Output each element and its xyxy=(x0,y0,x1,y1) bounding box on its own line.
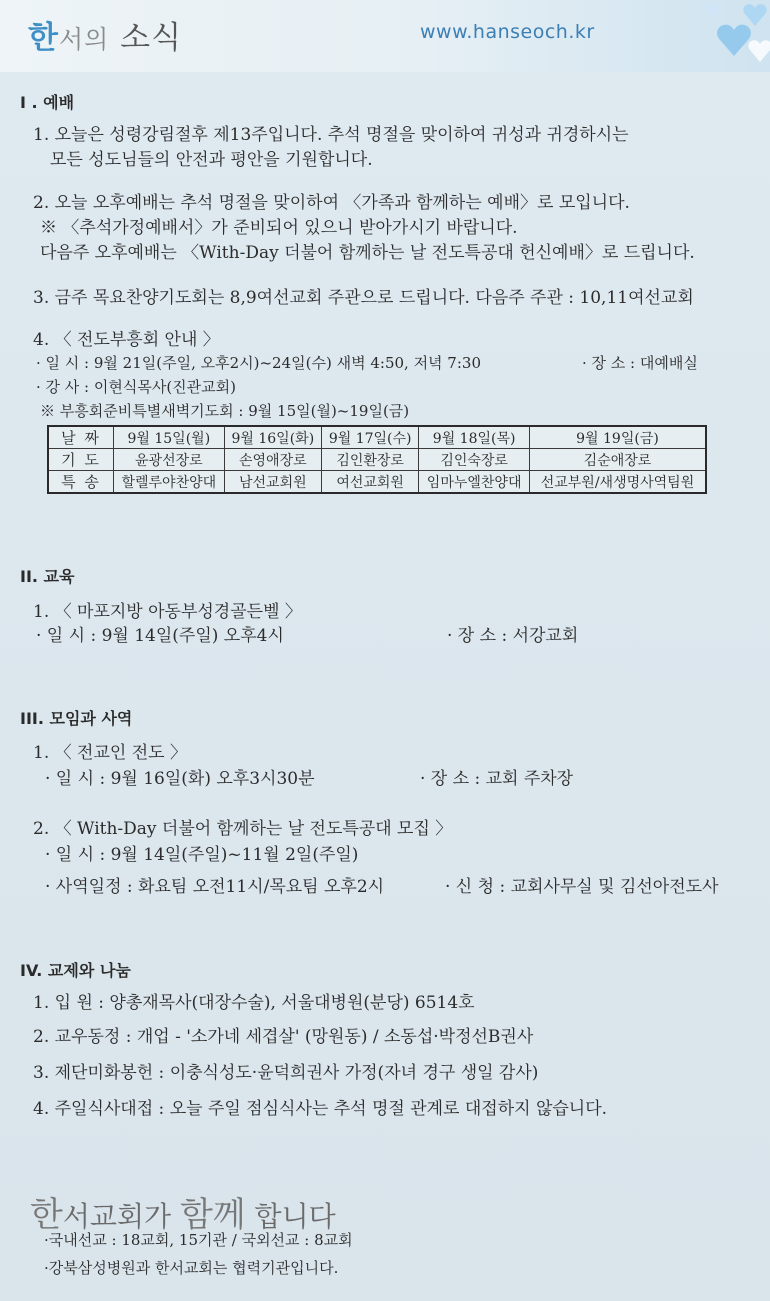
logo-seo: 서의 xyxy=(58,25,110,54)
withday-schedule: · 사역일정 : 화요팀 오전11시/목요팀 오후2시 xyxy=(45,877,385,897)
worship-item-2c: 다음주 오후예배는 〈With-Day 더불어 함께하는 날 전도특공대 헌신예배〉로 드립니다. xyxy=(40,243,695,263)
education-item-1: 1. 〈 마포지방 아동부성경골든벨 〉 xyxy=(33,602,302,622)
withday-apply: · 신 청 : 교회사무실 및 김선아전도사 xyxy=(445,877,719,897)
table-cell: 손영애장로 xyxy=(224,449,321,471)
footer-mission-line: ·국내선교 : 18교회, 15기관 / 국외선교 : 8교회 xyxy=(44,1231,353,1249)
table-cell: 임마누엘찬양대 xyxy=(419,471,530,494)
evangelism-place: · 장 소 : 교회 주차장 xyxy=(420,769,574,789)
worship-item-1b: 모든 성도님들의 안전과 평안을 기원합니다. xyxy=(50,150,373,170)
table-cell: 남선교회원 xyxy=(224,471,321,494)
table-row xyxy=(48,471,706,494)
table-cell: 9월 17일(수) xyxy=(321,426,418,449)
table-cell: 기 도 xyxy=(48,449,114,471)
worship-item-1a: 1. 오늘은 성령강림절후 제13주입니다. 추석 명절을 맞이하여 귀성과 귀경하시는 xyxy=(33,125,629,145)
table-cell: 김순애장로 xyxy=(529,449,706,471)
table-cell: 윤광선장로 xyxy=(114,449,225,471)
website-url[interactable]: www.hanseoch.kr xyxy=(420,21,595,43)
section-title-ministry: III. 모임과 사역 xyxy=(20,709,133,728)
section-title-fellowship: IV. 교제와 나눔 xyxy=(20,961,131,980)
fellowship-item-1: 1. 입 원 : 양총재목사(대장수술), 서울대병원(분당) 6514호 xyxy=(33,993,475,1013)
table-cell: 날 짜 xyxy=(48,426,114,449)
revival-place: · 장 소 : 대예배실 xyxy=(582,354,698,372)
revival-date: · 일 시 : 9월 21일(주일, 오후2시)~24일(수) 새벽 4:50, 저녁 7:30 xyxy=(36,354,481,372)
worship-item-3: 3. 금주 목요찬양기도회는 8,9여선교회 주관으로 드립니다. 다음주 주관 : 10,11여선교회 xyxy=(33,288,694,308)
footer-title-church: 서교회가 xyxy=(62,1200,180,1233)
fellowship-item-2: 2. 교우동정 : 개업 - '소가네 세겹살' (망원동) / 소동섭·박정선B권사 xyxy=(33,1027,534,1047)
header-banner xyxy=(0,0,770,72)
fellowship-item-3: 3. 제단미화봉헌 : 이충식성도·윤덕희권사 가정(자녀 경구 생일 감사) xyxy=(33,1063,539,1083)
logo-han: 한 xyxy=(28,20,59,56)
goldenbell-date: · 일 시 : 9월 14일(주일) 오후4시 xyxy=(36,626,284,646)
table-cell: 김인환장로 xyxy=(321,449,418,471)
table-cell: 김인숙장로 xyxy=(419,449,530,471)
table-cell: 9월 18일(목) xyxy=(419,426,530,449)
table-row xyxy=(48,449,706,471)
ministry-item-1: 1. 〈 전교인 전도 〉 xyxy=(33,743,187,763)
dawn-prayer-note: ※ 부흥회준비특별새벽기도회 : 9월 15일(월)~19일(금) xyxy=(40,402,410,420)
footer-title-do: 합니다 xyxy=(245,1200,336,1233)
dawn-prayer-schedule-table xyxy=(47,425,707,494)
ministry-item-2: 2. 〈 With-Day 더불어 함께하는 날 전도특공대 모집 〉 xyxy=(33,819,453,839)
table-cell: 여선교회원 xyxy=(321,471,418,494)
table-cell: 9월 16일(화) xyxy=(224,426,321,449)
hearts-decoration-icon xyxy=(650,0,770,72)
fellowship-item-4: 4. 주일식사대접 : 오늘 주일 점심식사는 추석 명절 관계로 대접하지 않습니다. xyxy=(33,1099,608,1119)
section-title-worship: I . 예배 xyxy=(20,93,75,112)
worship-item-4: 4. 〈 전도부흥회 안내 〉 xyxy=(33,330,220,350)
table-cell: 9월 19일(금) xyxy=(529,426,706,449)
table-row xyxy=(48,426,706,449)
table-cell: 9월 15일(월) xyxy=(114,426,225,449)
table-cell: 할렐루야찬양대 xyxy=(114,471,225,494)
footer-title-together: 함께 xyxy=(179,1195,246,1235)
table-cell: 특 송 xyxy=(48,471,114,494)
table-cell: 선교부원/새생명사역팀원 xyxy=(529,471,706,494)
footer-title-han: 한 xyxy=(30,1195,63,1235)
withday-date: · 일 시 : 9월 14일(주일)~11월 2일(주일) xyxy=(45,845,359,865)
goldenbell-place: · 장 소 : 서강교회 xyxy=(447,626,579,646)
section-title-education: II. 교육 xyxy=(20,567,75,586)
worship-item-2b: ※ 〈추석가정예배서〉가 준비되어 있으니 받아가시기 바랍니다. xyxy=(40,218,518,238)
revival-speaker: · 강 사 : 이현식목사(진관교회) xyxy=(36,378,236,396)
logo-title xyxy=(28,12,182,57)
footer-partner-line: ·강북삼성병원과 한서교회는 협력기관입니다. xyxy=(44,1259,339,1277)
worship-item-2a: 2. 오늘 오후예배는 추석 명절을 맞이하여 〈가족과 함께하는 예배〉로 모입니다. xyxy=(33,193,630,213)
evangelism-date: · 일 시 : 9월 16일(화) 오후3시30분 xyxy=(45,769,315,789)
logo-news: 소식 xyxy=(120,20,183,56)
